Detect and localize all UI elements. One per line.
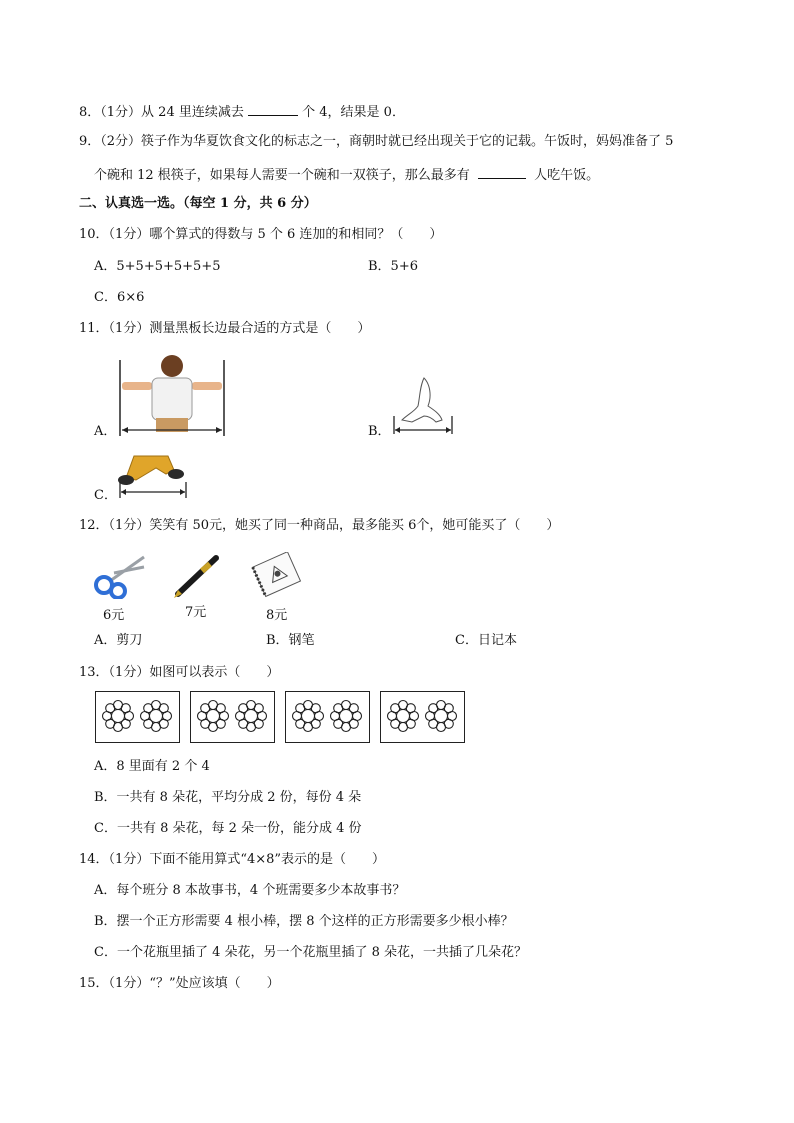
option-a[interactable]: A． <box>94 424 117 439</box>
boy-arms-spread-icon <box>116 352 228 436</box>
option-b[interactable]: B．一共有 8 朵花，平均分成 2 份，每份 4 朵 <box>94 790 362 805</box>
option-a[interactable]: A．每个班分 8 本故事书，4 个班需要多少本故事书？ <box>94 883 406 898</box>
flower-icon <box>286 692 368 741</box>
flower-group <box>285 691 370 743</box>
option-a[interactable]: A．剪刀 <box>94 633 143 648</box>
question-14-stem: 14．（1分）下面不能用算式“4×8”表示的是（ ） <box>79 852 386 867</box>
question-8: 8．（1分）从 24 里连续减去 个 4，结果是 0． <box>79 101 405 122</box>
option-b[interactable]: B．5+6 <box>368 259 418 274</box>
fountain-pen-icon <box>172 552 222 598</box>
price-pen: 7元 <box>185 605 207 620</box>
answer-blank[interactable] <box>478 164 526 179</box>
question-12-stem: 12．（1分）笑笑有 50元，她买了同一种商品，最多能买 6个，她可能买了（ ） <box>79 518 560 533</box>
option-b[interactable]: B．摆一个正方形需要 4 根小棒，摆 8 个这样的正方形需要多少根小棒？ <box>94 914 514 929</box>
option-c[interactable]: C．6×6 <box>94 290 145 305</box>
hand-span-icon <box>390 376 456 436</box>
scissors-icon <box>92 553 148 599</box>
question-15-stem: 15．（1分）“？”处应该填（ ） <box>79 976 280 991</box>
question-13-stem: 13．（1分）如图可以表示（ ） <box>79 665 280 680</box>
flower-icon <box>381 692 463 741</box>
section-heading: 二、认真选一选。（每空 1 分，共 6 分） <box>79 196 317 211</box>
option-c[interactable]: C．一个花瓶里插了 4 朵花，另一个花瓶里插了 8 朵花，一共插了几朵花？ <box>94 945 528 960</box>
flower-icon <box>191 692 273 741</box>
option-c[interactable]: C．一共有 8 朵花，每 2 朵一份，能分成 4 份 <box>94 821 362 836</box>
flower-group <box>190 691 275 743</box>
answer-blank[interactable] <box>248 101 298 116</box>
option-b[interactable]: B． <box>368 424 391 439</box>
price-scissors: 6元 <box>103 608 125 623</box>
option-c[interactable]: C．日记本 <box>455 633 517 648</box>
legs-stride-icon <box>116 452 190 500</box>
question-11-stem: 11．（1分）测量黑板长边最合适的方式是（ ） <box>79 321 371 336</box>
option-a[interactable]: A．8 里面有 2 个 4 <box>94 759 210 774</box>
flower-group <box>95 691 180 743</box>
question-9-line2: 个碗和 12 根筷子，如果每人需要一个碗和一双筷子，那么最多有 人吃午饭。 <box>94 164 599 185</box>
question-10-stem: 10．（1分）哪个算式的得数与 5 个 6 连加的和相同？（ ） <box>79 227 443 242</box>
option-b[interactable]: B．钢笔 <box>266 633 315 648</box>
flower-group <box>380 691 465 743</box>
question-9-line1: 9．（2分）筷子作为华夏饮食文化的标志之一，商朝时就已经出现关于它的记载。午饭时，妈妈准备了 5 <box>79 134 674 149</box>
notebook-icon <box>248 552 306 598</box>
price-notebook: 8元 <box>266 608 288 623</box>
flower-icon <box>96 692 178 741</box>
option-c[interactable]: C． <box>94 488 117 503</box>
option-a[interactable]: A．5+5+5+5+5+5 <box>94 259 221 274</box>
